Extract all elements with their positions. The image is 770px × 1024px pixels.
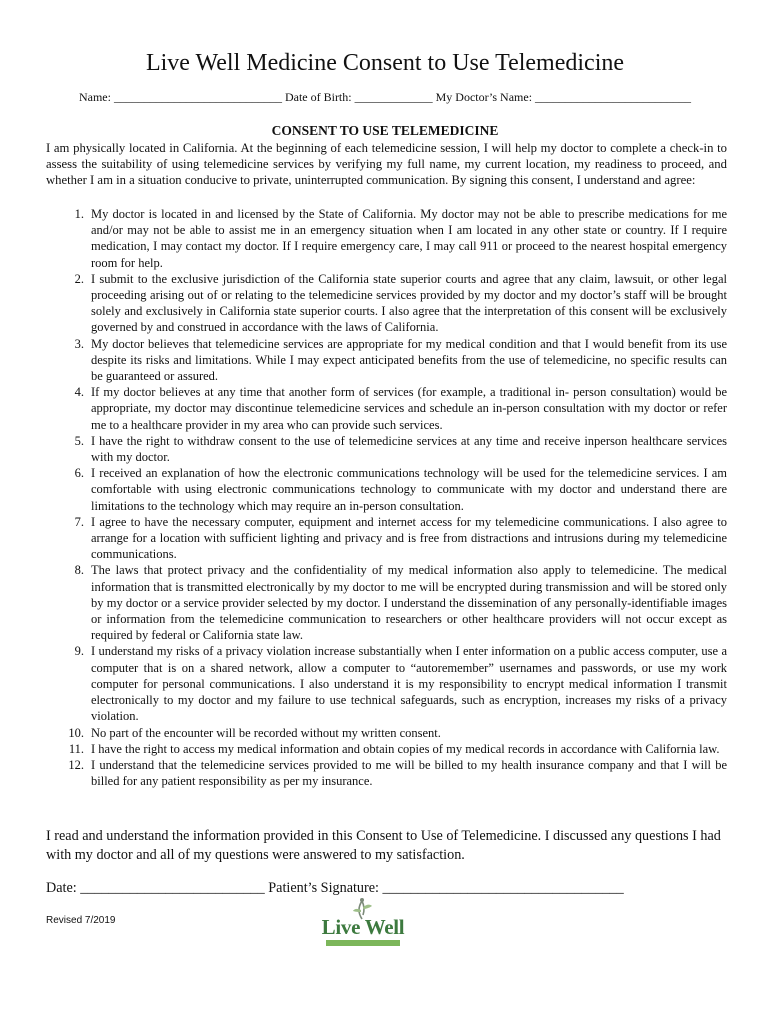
logo-wordmark: Live Well	[321, 915, 405, 939]
item-text: My doctor believes that telemedicine services are appropriate for my medical condition and that I would benefit from its use despite its risks and limitations. While I may expect anticipated benefits from the use of telemedicine, no specific results can be guaranteed or assured.	[91, 336, 727, 384]
list-item	[46, 384, 727, 433]
document-title: Live Well Medicine Consent to Use Telemedicine	[145, 50, 625, 76]
item-text: I understand that the telemedicine services provided to me will be billed to my health insurance company and that I will be billed for any patient responsibility as per my insurance.	[91, 757, 727, 789]
dob-field[interactable]: _____________	[351, 90, 436, 104]
closing-statement: I read and understand the information provided in this Consent to Use of Telemedicine. I discussed any questions I had with my doctor and all of my questions were answered to my satisfaction.	[46, 828, 721, 863]
item-text: I have the right to withdraw consent to the use of telemedicine services at any time and receive inperson healthcare services with my doctor.	[91, 433, 727, 465]
signature-field[interactable]: __________________________________	[379, 880, 624, 896]
intro-paragraph: I am physically located in California. At the beginning of each telemedicine session, I will help my doctor to complete a check-in to assess the suitability of using telemedicine services by verifying my full name, my current location, my readiness to proceed, and whether I am in a situation conducive to private, uninterrupted communication. By signing this consent, I understand and agree:	[46, 141, 727, 188]
item-number: 2.	[74, 271, 84, 286]
list-item	[46, 514, 727, 563]
item-number: 10.	[68, 725, 84, 740]
item-number: 5.	[74, 433, 84, 448]
consent-terms-list	[46, 206, 727, 789]
item-number: 4.	[74, 385, 84, 400]
item-number: 6.	[74, 466, 84, 481]
section-heading: CONSENT TO USE TELEMEDICINE	[271, 123, 499, 138]
list-item	[46, 206, 727, 271]
item-number: 8.	[74, 563, 84, 578]
item-text: I received an explanation of how the electronic communications technology will be used for the telemedicine services. I am comfortable with using electronic communications technology to communicate with my doctor and understand there are limitations to the technology which may require an in-person consultation.	[91, 466, 727, 513]
list-item	[46, 271, 727, 336]
list-item	[46, 725, 727, 741]
item-text: The laws that protect privacy and the confidentiality of my medical information also apply to telemedicine. The medical information that is transmitted electronically by my doctor to me will be encrypted during transmission and will be stored only by my doctor or a service provider selected by my doctor. I understand the dissemination of any personally-identifiable images or information from the telemedicine communication to researchers or other healthcare providers will not occur except as required by federal or California state law.	[91, 563, 727, 643]
date-label: Date:	[46, 880, 77, 896]
logo-tagline-bar	[326, 940, 400, 946]
item-number: 1.	[74, 207, 84, 221]
list-item	[46, 643, 727, 724]
item-text: My doctor is located in and licensed by the State of California. My doctor may not be able to prescribe medications for me and/or may not be able to assist me in an emergency situation when I am located in any other state or country. If I require medication, I may contact my doctor. If I require emergency care, I may call 911 or proceed to the nearest hospital emergency room for help.	[91, 207, 727, 270]
list-item	[46, 562, 727, 643]
signature-label: Patient’s Signature:	[268, 880, 379, 896]
list-item	[46, 336, 727, 385]
item-text: I understand my risks of a privacy violation increase substantially when I enter information on a public access computer, use a computer that is on a shared network, allow a computer to “autoremember” usernames and passwords, or use my work computer for personal communications. I also understand it is my responsibility to encrypt medical information I transmit electronically to my doctor and my failure to use technical safeguards, such as encryption, increases my risks of a privacy violation.	[91, 644, 727, 724]
item-number: 12.	[68, 757, 84, 772]
item-text: If my doctor believes at any time that another form of services (for example, a traditional in- person consultation) would be appropriate, my doctor may discontinue telemedicine services and schedule an in-person consultation with my doctor or refer me to a healthcare provider in my area who can provide such services.	[91, 385, 727, 432]
doctor-name-field[interactable]: __________________________	[532, 90, 692, 104]
signature-line	[46, 880, 727, 897]
item-number: 3.	[74, 336, 84, 351]
item-text: I submit to the exclusive jurisdiction of the California state superior courts and agree that any claim, lawsuit, or other legal proceeding arising out of or relating to the telemedicine services provided by my doctor and my doctor’s staff will be brought solely and exclusively in California state superior courts. I also agree that the interpretation of this consent will be exclusively governed by and construed in accordance with the laws of California.	[91, 271, 727, 335]
doctor-name-label: My Doctor’s Name:	[435, 90, 533, 104]
item-text: I have the right to access my medical information and obtain copies of my medical records in accordance with California law.	[91, 741, 720, 756]
date-field[interactable]: __________________________	[76, 880, 269, 896]
name-label: Name:	[78, 90, 111, 104]
revision-note: Revised 7/2019	[46, 915, 116, 926]
item-number: 11.	[68, 741, 84, 756]
item-text: No part of the encounter will be recorded without my written consent.	[91, 725, 441, 740]
list-item	[46, 757, 727, 789]
list-item	[46, 465, 727, 514]
item-number: 7.	[74, 514, 84, 529]
item-text: I agree to have the necessary computer, equipment and internet access for my telemedicine communications. I also agree to arrange for a location with sufficient lighting and privacy and is free from distractions and intrusions during my telemedicine communications.	[91, 514, 727, 562]
live-well-logo	[318, 897, 408, 949]
item-number: 9.	[74, 644, 84, 659]
name-field[interactable]: ____________________________	[110, 90, 285, 104]
patient-info-fields	[0, 90, 770, 105]
dob-label: Date of Birth:	[284, 90, 352, 104]
list-item	[46, 741, 727, 757]
list-item	[46, 433, 727, 465]
